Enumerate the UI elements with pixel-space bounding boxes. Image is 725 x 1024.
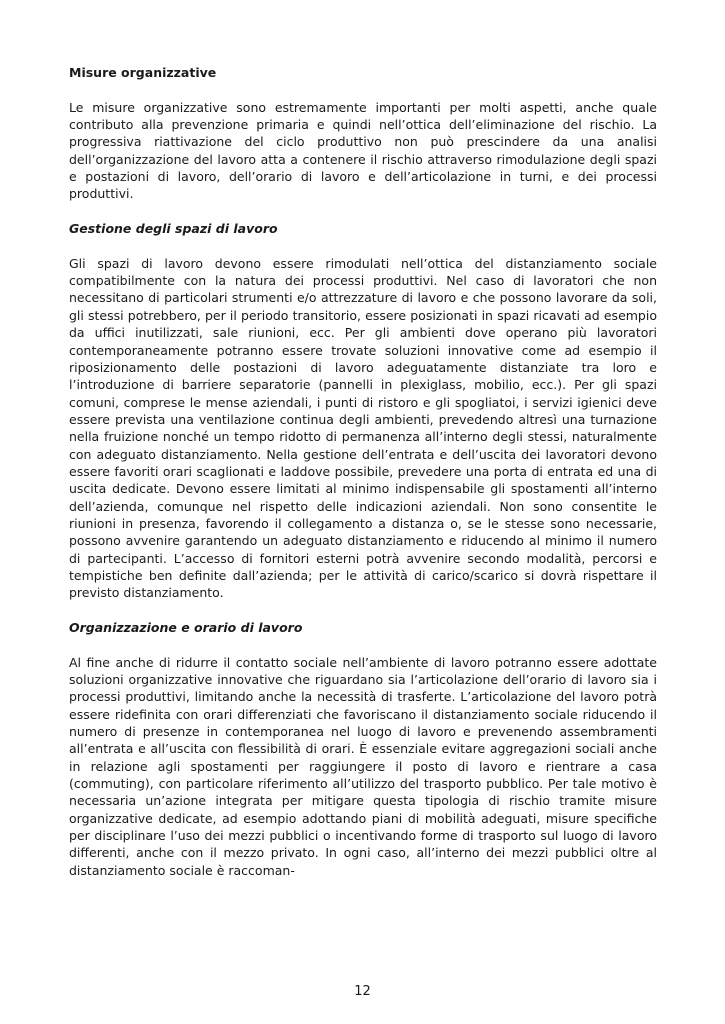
spacer xyxy=(69,81,657,98)
schedule-paragraph: Al fine anche di ridurre il contatto sociale nell’ambiente di lavoro potranno essere adottate soluzioni organizzative innovative che riguardano sia l’articolazione dell’orario di lavoro sia i processi produttivi, limitando anche la necessità di trasferte. L’articolazione del lavoro potrà essere ridefinita con orari differenziati che favoriscano il distanziamento sociale riducendo il numero di presenze in contemporanea nel luogo di lavoro e prevenendo assembramenti all’entrata e all’uscita con flessibilità di orari. È essenziale evitare aggregazioni sociali anche in relazione agli spostamenti per raggiungere il posto di lavoro e rientrare a casa (commuting), con particolare riferimento all’utilizzo del trasporto pubblico. Per tale motivo è necessaria un’azione integrata per mitigare questa tipologia di rischio tramite misure organizzative dedicate, ad esempio adottando piani di mobilità adeguati, misure specifiche per disciplinare l’uso dei mezzi pubblici o incentivando forme di trasporto sul luogo di lavoro differenti, anche con il mezzo privato. In ogni caso, all’interno dei mezzi pubblici oltre al distanziamento sociale è raccoman- xyxy=(69,654,657,878)
page-content xyxy=(69,64,657,879)
spacer xyxy=(69,203,657,220)
subsection-heading-spaces: Gestione degli spazi di lavoro xyxy=(69,221,278,237)
subsection-heading-schedule: Organizzazione e orario di lavoro xyxy=(69,620,303,635)
section-title: Misure organizzative xyxy=(69,65,217,80)
intro-paragraph: Le misure organizzative sono estremamente importanti per molti aspetti, anche quale contributo alla prevenzione primaria e quindi nell’ottica dell’eliminazione del rischio. La progressiva riattivazione del ciclo produttivo non può prescindere da una analisi dell’organizzazione del lavoro atta a contenere il rischio attraverso rimodulazione degli spazi e postazioni di lavoro, dell’orario di lavoro e dell’articolazione in turni, e dei processi produttivi. xyxy=(69,99,657,202)
spaces-paragraph: Gli spazi di lavoro devono essere rimodulati nell’ottica del distanziamento sociale compatibilmente con la natura dei processi produttivi. Nel caso di lavoratori che non necessitano di particolari strumenti e/o attrezzature di lavoro e che possono lavorare da soli, gli stessi potrebbero, per il periodo transitorio, essere posizionati in spazi ricavati ad esempio da uffici inutilizzati, sale riunioni, ecc. Per gli ambienti dove operano più lavoratori contemporaneamente potranno essere trovate soluzioni innovative come ad esempio il riposizionamento delle postazioni di lavoro adeguatamente distanziate tra loro e l’introduzione di barriere separatorie (pannelli in plexiglass, mobilio, ecc.). Per gli spazi comuni, comprese le mense aziendali, i punti di ristoro e gli spogliatoi, i servizi igienici deve essere prevista una ventilazione continua degli ambienti, prevedendo altresì una turnazione nella fruizione nonché un tempo ridotto di permanenza all’interno degli stessi, naturalmente con adeguato distanziamento. Nella gestione dell’entrata e dell’uscita dei lavoratori devono essere favoriti orari scaglionati e laddove possibile, prevedere una porta di entrata ed una di uscita dedicate. Devono essere limitati al minimo indispensabile gli spostamenti all’interno dell’azienda, comunque nel rispetto delle indicazioni aziendali. Non sono consentite le riunioni in presenza, favorendo il collegamento a distanza o, se le stesse sono necessarie, possono avvenire garantendo un adeguato distanziamento e riducendo al minimo il numero di partecipanti. L’accesso di fornitori esterni potrà avvenire secondo modalità, percorsi e tempistiche ben definite dall’azienda; per le attività di carico/scarico si dovrà rispettare il previsto distanziamento. xyxy=(69,255,657,601)
spacer xyxy=(69,602,657,619)
page-number: 12 xyxy=(354,984,371,999)
spacer xyxy=(69,636,657,653)
spacer xyxy=(69,237,657,254)
